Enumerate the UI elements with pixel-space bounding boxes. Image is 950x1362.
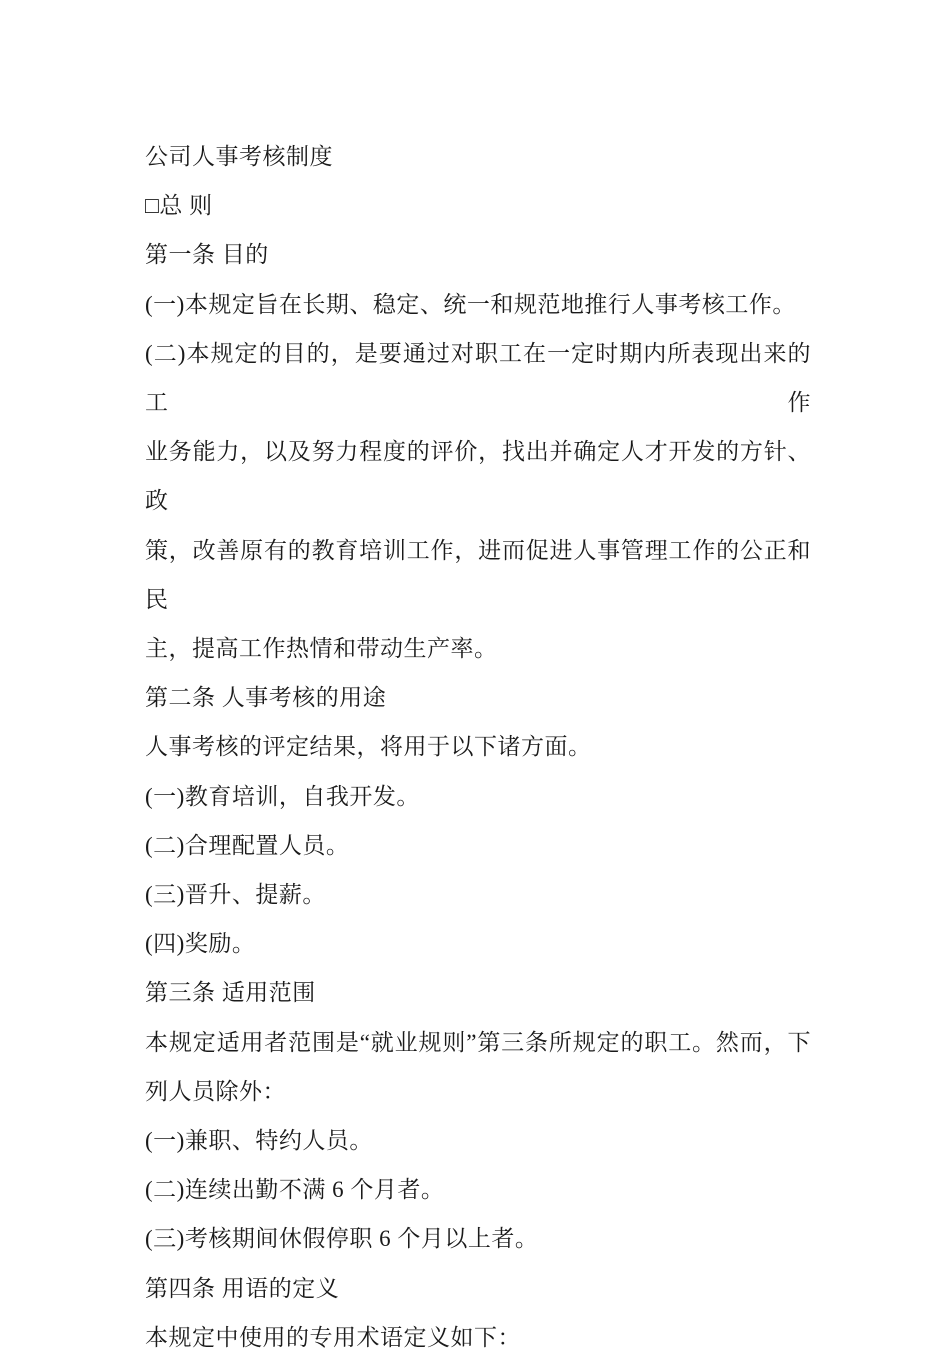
- paragraph-line: (三)晋升、提薪。: [145, 882, 326, 908]
- document-page: [145, 132, 811, 1362]
- paragraph-line: 本规定适用者范围是“就业规则”第三条所规定的职工。然而，下: [145, 1029, 811, 1055]
- paragraph-line: (二)合理配置人员。: [145, 832, 350, 858]
- paragraph-line: 策，改善原有的教育培训工作，进而促进人事管理工作的公正和民: [145, 537, 811, 612]
- paragraph-line: 人事考核的评定结果，将用于以下诸方面。: [145, 734, 592, 760]
- paragraph-line: (二)本规定的目的，是要通过对职工在一定时期内所表现出来的工作: [145, 340, 811, 416]
- section-heading: 第二条 人事考核的用途: [145, 685, 387, 711]
- paragraph-line: (二)连续出勤不满 6 个月者。: [145, 1177, 445, 1203]
- paragraph-line: (一)教育培训，自我开发。: [145, 783, 420, 809]
- paragraph-line: 主，提高工作热情和带动生产率。: [145, 636, 498, 662]
- section-heading: 第一条 目的: [145, 242, 269, 268]
- paragraph-line: 业务能力，以及努力程度的评价，找出并确定人才开发的方针、政: [145, 439, 811, 514]
- chapter-heading: □总 则: [145, 193, 213, 219]
- paragraph-line: (四)奖励。: [145, 931, 256, 957]
- document-title: 公司人事考核制度: [145, 144, 333, 169]
- paragraph-line: (一)兼职、特约人员。: [145, 1128, 373, 1154]
- paragraph-line: (一)本规定旨在长期、稳定、统一和规范地推行人事考核工作。: [145, 291, 796, 317]
- paragraph-line: 本规定中使用的专用术语定义如下：: [145, 1324, 521, 1350]
- section-heading: 第四条 用语的定义: [145, 1275, 340, 1301]
- paragraph-line: 列人员除外：: [145, 1078, 286, 1104]
- paragraph-line: (三)考核期间休假停职 6 个月以上者。: [145, 1226, 539, 1252]
- section-heading: 第三条 适用范围: [145, 980, 316, 1006]
